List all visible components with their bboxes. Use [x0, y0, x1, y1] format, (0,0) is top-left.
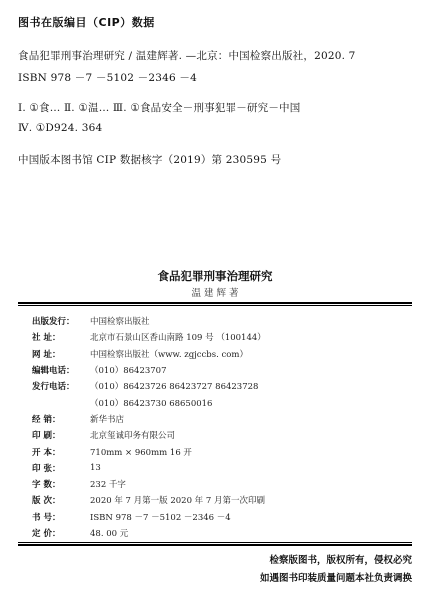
colophon-row	[32, 362, 412, 378]
row-value: ISBN 978 －7 －5102 －2346 －4	[90, 512, 231, 523]
colophon-row	[32, 378, 412, 394]
colophon-row	[32, 427, 412, 443]
row-value: 2020 年 7 月第一版 2020 年 7 月第一次印刷	[90, 496, 265, 507]
row-value: （010）86423707	[90, 366, 167, 377]
row-label: 经 销：	[32, 414, 61, 425]
row-value: 13	[90, 462, 101, 473]
row-label: 出版发行：	[32, 317, 75, 328]
colophon-row	[32, 313, 412, 329]
colophon-top-rule	[18, 302, 412, 306]
cip-classification-line: Ⅳ. ①D924. 364	[18, 122, 103, 134]
book-title: 食品犯罪刑事治理研究	[157, 269, 273, 283]
colophon-row	[32, 346, 412, 362]
quality-notice: 如遇图书印装质量问题本社负责调换	[259, 573, 412, 584]
colophon-row	[32, 509, 412, 525]
colophon-table	[32, 313, 412, 541]
cip-bibliographic-line: 食品犯罪刑事治理研究 / 温建辉著. —北京：中国检察出版社，2020. 7	[18, 50, 356, 62]
row-value: 48. 00 元	[90, 529, 129, 539]
colophon-row	[32, 460, 412, 476]
book-author: 温 建 辉 著	[191, 288, 239, 299]
row-label: 定 价：	[32, 529, 61, 539]
colophon-row	[32, 525, 412, 541]
copyright-notice: 检察版图书，版权所有，侵权必究	[269, 555, 412, 566]
row-label: 字 数：	[32, 480, 61, 491]
colophon-row	[32, 394, 412, 410]
row-value: 232 千字	[90, 480, 126, 491]
cip-isbn-line: ISBN 978 －7 －5102 －2346 －4	[18, 72, 197, 84]
cip-record-number-line: 中国版本图书馆 CIP 数据核字（2019）第 230595 号	[18, 154, 282, 166]
colophon-row	[32, 476, 412, 492]
row-label: 社 址：	[32, 333, 61, 344]
row-label: 编辑电话：	[32, 366, 75, 377]
row-label: 版 次：	[32, 496, 61, 507]
row-value: 新华书店	[90, 414, 125, 425]
row-label: 发行电话：	[32, 382, 75, 393]
row-label: 印 刷：	[32, 431, 61, 442]
row-value: （010）86423726 86423727 86423728	[90, 382, 259, 393]
row-label: 网 址：	[32, 349, 61, 360]
cip-heading: 图书在版编目（CIP）数据	[18, 16, 155, 29]
row-value: （010）86423730 68650016	[90, 398, 213, 409]
colophon-row	[32, 411, 412, 427]
row-value: 中国检察出版社	[90, 317, 150, 328]
row-value: 710mm × 960mm 16 开	[90, 447, 192, 458]
colophon-row	[32, 443, 412, 459]
colophon-row	[32, 329, 412, 345]
row-value: 中国检察出版社（www. zgjccbs. com）	[90, 349, 248, 360]
row-value: 北京玺诚印务有限公司	[90, 431, 176, 442]
row-label: 开 本：	[32, 447, 61, 458]
cip-subject-line: Ⅰ. ①食… Ⅱ. ①温… Ⅲ. ①食品安全－刑事犯罪－研究－中国	[18, 102, 301, 114]
colophon-row	[32, 492, 412, 508]
row-label: 印 张：	[32, 463, 61, 474]
colophon-bottom-rule	[18, 542, 412, 546]
row-label: 书 号：	[32, 512, 61, 523]
row-value: 北京市石景山区香山南路 109 号 （100144）	[90, 333, 266, 344]
